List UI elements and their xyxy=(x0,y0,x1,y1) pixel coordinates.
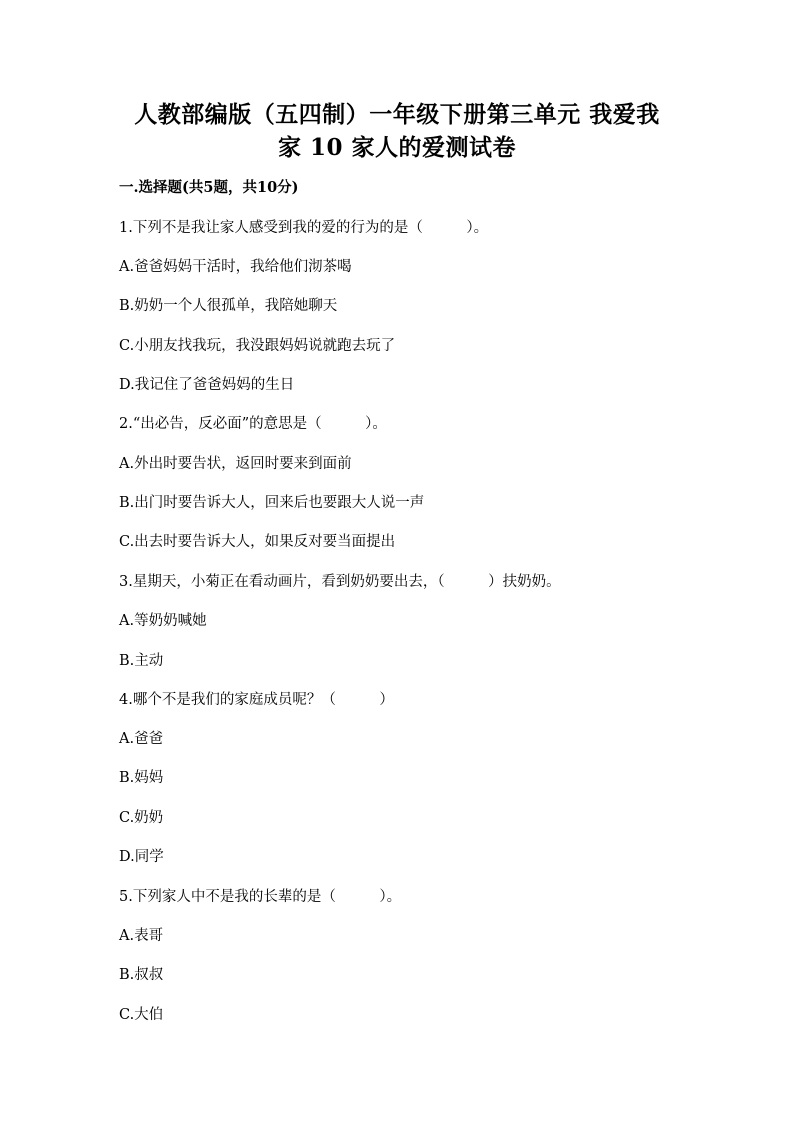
section-heading: 一.选择题(共5题，共10分) xyxy=(119,179,299,196)
question-3-option-a: A.等奶奶喊她 xyxy=(119,613,207,629)
question-1-stem: 1.下列不是我让家人感受到我的爱的行为的是（ ）。 xyxy=(119,220,489,236)
exam-title-line-2: 家 10 家人的爱测试卷 xyxy=(277,134,517,161)
question-2-option-b: B.出门时要告诉大人，回来后也要跟大人说一声 xyxy=(119,495,425,511)
question-2-option-a: A.外出时要告状，返回时要来到面前 xyxy=(119,456,352,472)
question-1-option-a: A.爸爸妈妈干活时，我给他们沏茶喝 xyxy=(119,259,352,275)
question-4-option-d: D.同学 xyxy=(119,849,164,865)
question-5-option-a: A.表哥 xyxy=(119,928,164,944)
question-2-stem: 2.“出必告，反必面”的意思是（ ）。 xyxy=(119,416,387,432)
question-4-stem: 4.哪个不是我们的家庭成员呢？（ ） xyxy=(119,692,394,708)
question-5-option-c: C.大伯 xyxy=(119,1007,164,1023)
question-1-option-c: C.小朋友找我玩，我没跟妈妈说就跑去玩了 xyxy=(119,338,396,354)
exam-title-line-1: 人教部编版（五四制）一年级下册第三单元 我爱我 xyxy=(134,101,660,128)
question-1-option-b: B.奶奶一个人很孤单，我陪她聊天 xyxy=(119,298,338,314)
question-4-option-b: B.妈妈 xyxy=(119,770,164,786)
question-4-option-c: C.奶奶 xyxy=(119,810,164,826)
question-5-option-b: B.叔叔 xyxy=(119,967,164,983)
question-3-stem: 3.星期天，小菊正在看动画片，看到奶奶要出去，（ ）扶奶奶。 xyxy=(119,574,561,590)
question-2-option-c: C.出去时要告诉大人，如果反对要当面提出 xyxy=(119,534,396,550)
question-3-option-b: B.主动 xyxy=(119,653,164,669)
question-4-option-a: A.爸爸 xyxy=(119,731,164,747)
question-1-option-d: D.我记住了爸爸妈妈的生日 xyxy=(119,377,295,393)
question-5-stem: 5.下列家人中不是我的长辈的是（ ）。 xyxy=(119,889,402,905)
